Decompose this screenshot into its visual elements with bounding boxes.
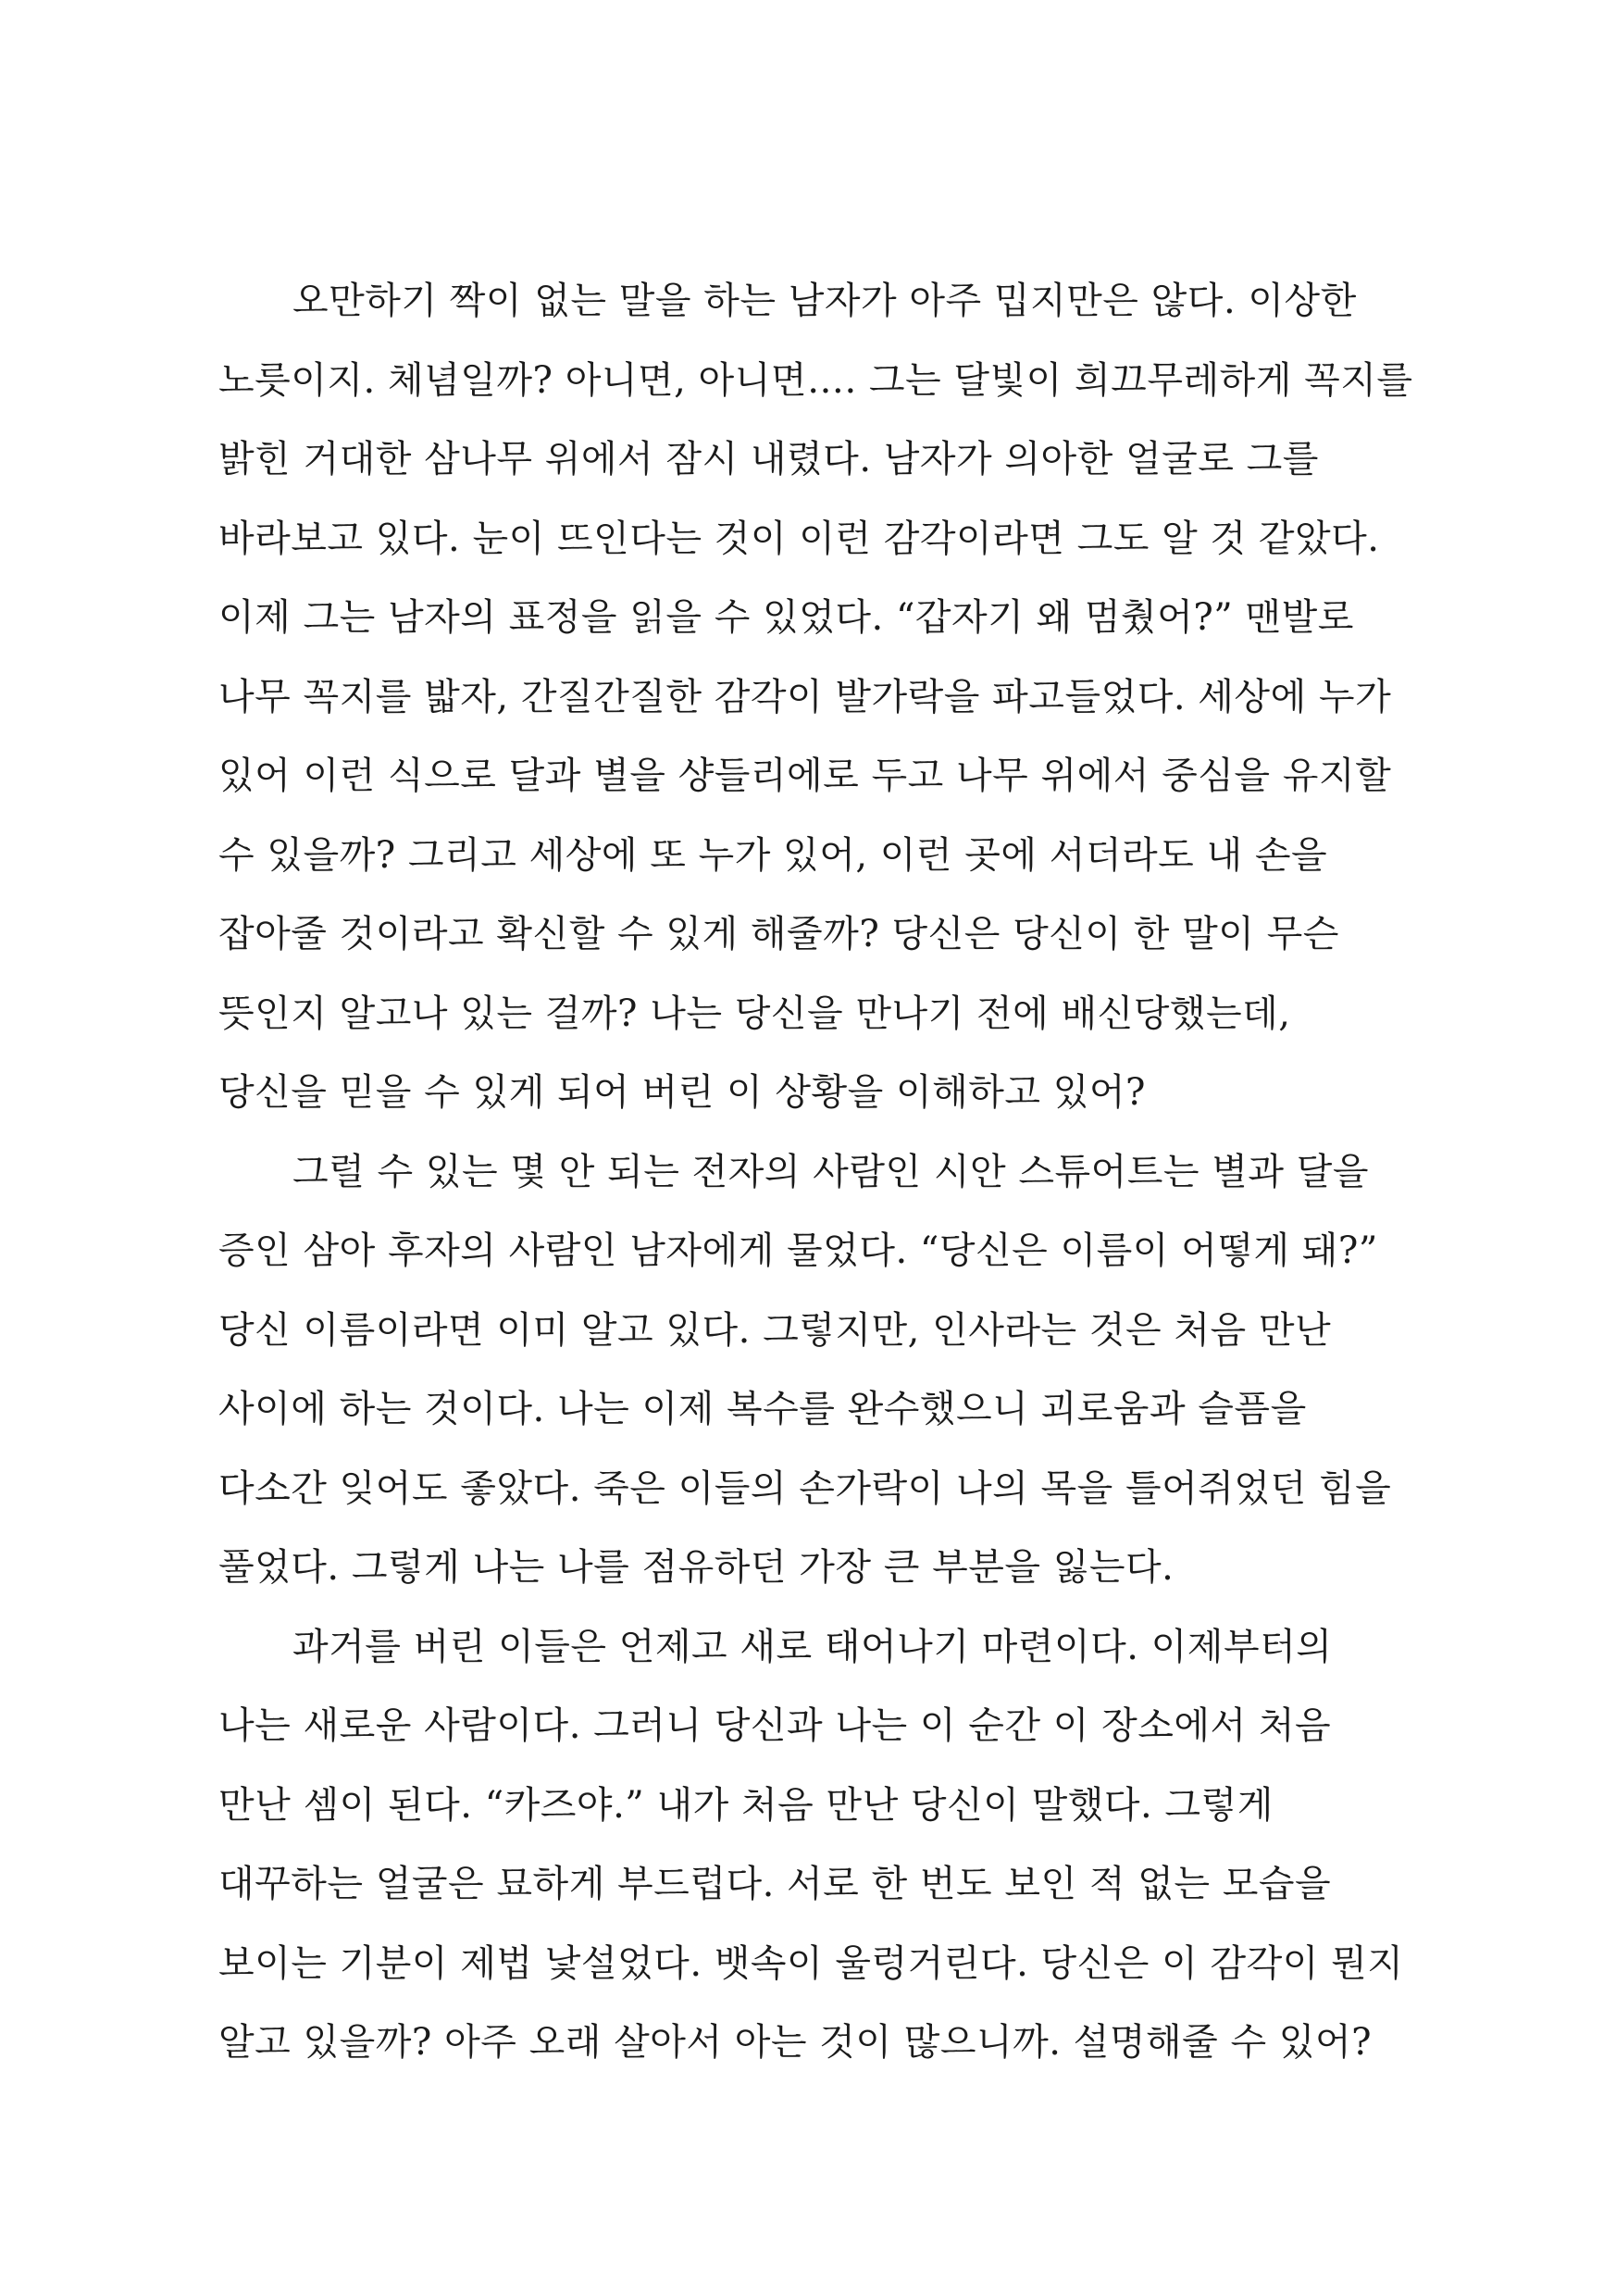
text-line: 풀었다. 그렇게 나는 나를 점유하던 가장 큰 부분을 잃는다. — [218, 1546, 1175, 1589]
text-line: 당신 이름이라면 이미 알고 있다. 그렇지만, 인사라는 것은 처음 만난 — [218, 1308, 1332, 1352]
text-line: 뜻인지 알고나 있는 걸까? 나는 당신을 만나기 전에 배신당했는데, — [218, 992, 1291, 1035]
text-line: 당신을 믿을 수 있게 되어 버린 이 상황을 이해하고 있어? — [218, 1071, 1146, 1114]
text-line: 이제 그는 남자의 표정을 읽을 수 있었다. “갑자기 왜 멈췄어?” 맨발로 — [218, 596, 1354, 639]
text-line: 보이는 기분이 제법 낯설었다. 뱃속이 울렁거린다. 당신은 이 감각이 뭔지 — [218, 1941, 1404, 1985]
paragraph-1 — [218, 262, 1412, 1133]
text-line: 밝힌 거대한 삼나무 위에서 잠시 내렸다. 남자가 의아한 얼굴로 그를 — [218, 438, 1319, 480]
text-line: 노릇이지. 체념일까? 아니면, 아니면…. 그는 달빛이 희끄무레하게 꼭지를 — [218, 358, 1413, 402]
text-line: 오만하기 짝이 없는 말을 하는 남자가 아주 밉지만은 않다. 이상한 — [292, 280, 1357, 322]
text-line: 과거를 버린 이들은 언제고 새로 태어나기 마련이다. 이제부터의 — [292, 1625, 1333, 1668]
text-line: 수 있을까? 그리고 세상에 또 누가 있어, 이런 곳에 서더라도 내 손을 — [218, 833, 1328, 877]
text-line: 그럴 수 있는 몇 안 되는 전자의 사람인 시안 스튜어트는 별과 달을 — [292, 1150, 1370, 1193]
text-line: 대꾸하는 얼굴은 묘하게 부드럽다. 서로 한 번도 보인 적 없는 모습을 — [218, 1863, 1332, 1905]
text-line: 잡아줄 것이라고 확신할 수 있게 해줄까? 당신은 당신이 한 말이 무슨 — [218, 913, 1339, 955]
text-line: 사이에 하는 것이다. 나는 이제 복수를 완수했으니 괴로움과 슬픔을 — [218, 1388, 1307, 1430]
paragraph-2 — [218, 1133, 1412, 1608]
text-line: 나무 꼭지를 밟자, 간질간질한 감각이 발가락을 파고들었다. 세상에 누가 — [218, 675, 1392, 718]
paragraph-3 — [218, 1608, 1412, 2083]
body-text — [218, 262, 1412, 2083]
text-line: 만난 셈이 된다. “카즈야.” 내가 처음 만난 당신이 말했다. 그렇게 — [218, 1783, 1274, 1827]
text-line: 바라보고 있다. 눈이 뜨인다는 것이 이런 감각이라면 그도 알 것 같았다. — [218, 517, 1380, 560]
text-line: 나는 새로운 사람이다. 그러니 당신과 나는 이 순간 이 장소에서 처음 — [218, 1704, 1332, 1747]
text-line: 다소간 잊어도 좋았다. 죽은 이들의 손가락이 나의 목을 틀어쥐었던 힘을 — [218, 1466, 1392, 1510]
text-line: 있어 이런 식으로 달과 별을 샹들리에로 두고 나무 위에서 중심을 유지할 — [218, 755, 1392, 797]
text-line: 알고 있을까? 아주 오래 살아서 아는 것이 많으니까. 설명해줄 수 있어? — [218, 2021, 1373, 2064]
text-line: 증인 삼아 후자의 사람인 남자에게 물었다. “당신은 이름이 어떻게 돼?” — [218, 1229, 1378, 1272]
